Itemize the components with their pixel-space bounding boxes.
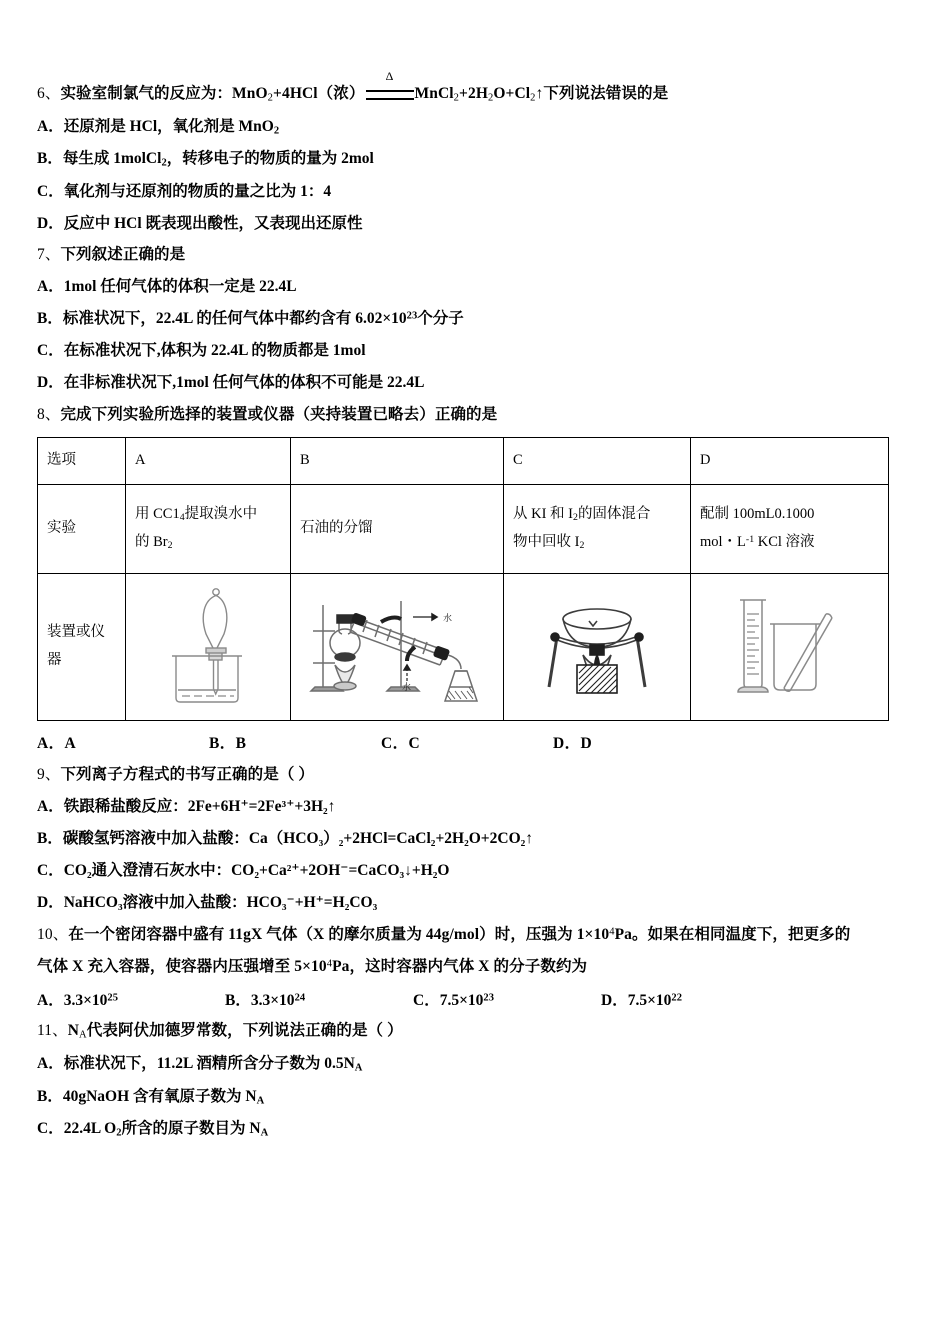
table-header-a: A [126,438,291,485]
question-11-option-c[interactable] [37,1119,913,1141]
question-10-choice-c[interactable] [413,988,601,1010]
cell-superscript: -1 [745,533,755,545]
option-label: C． [37,861,64,879]
option-label: D． [37,214,64,232]
question-10-stem-text-b: Pa。如果在相同温度下，把更多的 [614,925,851,943]
table-row-apparatus [38,574,889,721]
table-header-b: B [291,438,504,485]
option-superscript: 23 [406,310,418,322]
experiment-cell-c [504,485,691,574]
cell-text: 从 KI 和 I [513,506,574,523]
question-10-choices [37,988,913,1010]
row-label-line1: 装置或仪 [47,624,105,641]
question-6-sub-1: 2 [267,92,274,104]
question-10-sup-1: 4 [609,926,615,938]
option-label: C． [37,182,64,200]
option-text: 1mol 任何气体的体积一定是 22.4L [63,278,297,296]
question-9-number: 9、 [37,766,61,784]
question-8-answer-row [37,731,913,753]
question-8-answer-a[interactable]: A．A [37,735,77,753]
cell-text: 用 CC1 [135,506,180,523]
question-6-option-b[interactable] [37,149,913,171]
question-11-stem [37,1021,913,1043]
option-label: A． [37,797,64,815]
table-row-header [38,438,889,485]
question-9-option-a[interactable] [37,797,913,818]
cell-subscript: 2 [573,512,578,524]
delta-condition-label: Δ [385,68,394,83]
cell-text: 的固体混合 [577,506,651,523]
question-11-stem-text-a: N [67,1022,80,1040]
table-header-c: C [504,438,691,485]
option-label: B． [37,310,63,328]
question-7-option-d[interactable] [37,373,913,394]
option-subscript: 2 [161,157,167,169]
graduated-cylinder-beaker-rod-icon [734,592,846,702]
question-6-option-a[interactable] [37,117,913,139]
question-6-option-d[interactable] [37,214,913,235]
question-9-option-c[interactable] [37,861,913,882]
option-label: C． [37,342,64,360]
choice-value: 7.5×10 [627,992,672,1010]
question-6-option-c[interactable] [37,182,913,203]
question-10-stem-text-a: 在一个密闭容器中盛有 11gX 气体（X 的摩尔质量为 44g/mol）时，压强为 1×10 [68,925,610,943]
question-8-stem [37,405,913,426]
question-6-stem-text-d: +2H [459,85,488,102]
row-label-line2: 器 [47,652,62,669]
apparatus-table [37,437,889,721]
cell-text: KCl 溶液 [754,534,815,551]
question-7-stem [37,245,913,266]
question-8-number: 8、 [37,406,61,424]
table-header-d: D [691,438,889,485]
reaction-arrow-icon [366,68,414,101]
question-10-stem-text-c: 气体 X 充入容器，使容器内压强增至 5×10 [37,957,327,975]
question-6-stem-text-c: MnCl [414,85,454,102]
question-10-stem-line-2 [37,957,913,978]
question-10-choice-a[interactable] [37,988,225,1010]
cell-subscript: 2 [579,540,585,552]
choice-value: 7.5×10 [439,992,484,1010]
experiment-cell-b [291,485,504,574]
question-10-sup-2: 4 [326,958,333,970]
choice-label: D． [601,992,628,1010]
question-10-stem-text-d: Pa，这时容器内气体 X 的分子数约为 [332,957,588,975]
question-9-option-d[interactable] [37,893,913,914]
option-text: 反应中 HCl 既表现出酸性，又表现出还原性 [63,214,363,232]
choice-value: 3.3×10 [250,992,295,1010]
distillation-setup-icon [309,587,485,707]
table-row-experiment [38,485,889,574]
question-6-number: 6、 [37,85,61,102]
question-11-option-b[interactable] [37,1087,913,1109]
apparatus-cell-c [504,574,691,721]
evaporating-dish-tripod-burner-icon [545,591,649,703]
separating-funnel-beaker-icon [162,586,254,708]
option-subscript-2: 2 [116,1127,122,1139]
cell-text: mol・L [700,534,746,551]
choice-exponent: 22 [671,993,682,1005]
cell-text: 石油的分馏 [300,520,373,537]
option-text: 氧化剂与还原剂的物质的量之比为 1：4 [63,182,332,200]
apparatus-cell-d [691,574,889,721]
question-6-sub-2: 2 [453,92,460,104]
cell-text: 的 Br [135,534,168,551]
choice-label: A． [37,992,64,1010]
option-text: 在非标准状况下,1mol 任何气体的体积不可能是 22.4L [63,374,425,392]
cell-subscript: 4 [179,512,185,524]
question-6-stem-text-f: ↑下列说法错误的是 [535,85,669,102]
option-text: 每生成 1molCl [62,150,162,168]
option-text: 标准状况下，11.2L 酒精所含分子数为 0.5N [63,1055,355,1073]
water-out-label: 水 [443,613,453,624]
question-7-stem-text: 下列叙述正确的是 [60,246,186,264]
cell-text: 提取溴水中 [184,506,258,523]
option-label: B． [37,829,63,847]
apparatus-cell-a [126,574,291,721]
experiment-cell-d [691,485,889,574]
option-text: 还原剂是 HCl，氧化剂是 MnO [63,117,274,135]
question-7-option-b[interactable] [37,309,913,330]
question-6-sub-4: 2 [530,92,536,104]
question-9-stem-text: 下列离子方程式的书写正确的是（ ） [60,766,315,784]
row-label-experiment: 实验 [38,485,126,574]
cell-subscript: 2 [167,540,173,552]
option-text-mid: 所含的原子数目为 N [121,1120,261,1138]
question-8-stem-text: 完成下列实验所选择的装置或仪器（夹持装置已略去）正确的是 [60,406,498,424]
option-label: B． [37,1087,63,1105]
question-11-number: 11、 [37,1022,68,1040]
question-7-option-c[interactable] [37,341,913,362]
question-10-choice-d[interactable] [601,988,789,1010]
question-9-stem [37,765,913,786]
choice-label: C． [413,992,440,1010]
question-8-answer-d[interactable]: D．D [553,735,593,753]
question-11-stem-text-b: 代表阿伏加德罗常数，下列说法正确的是（ ） [86,1022,403,1040]
question-10-number: 10、 [37,925,69,943]
option-label: C． [37,1120,64,1138]
page-content [37,68,913,1152]
option-subscript: 2 [273,124,280,136]
question-6-stem [37,68,913,106]
option-text-tail: ，转移电子的物质的量为 2mol [166,150,374,168]
choice-exponent: 23 [483,993,494,1005]
row-label-apparatus [38,574,126,721]
water-in-label: 水 [402,682,412,693]
option-label: B． [37,150,63,168]
option-text: NaHCO₃溶液中加入盐酸：HCO₃⁻+H⁺=H₂CO₃ [63,893,378,911]
choice-exponent: 25 [107,993,118,1005]
cell-text: 物中回收 I [513,534,580,551]
option-label: A． [37,117,64,135]
question-7-option-a[interactable] [37,277,913,298]
choice-exponent: 24 [294,993,306,1005]
question-9-option-b[interactable] [37,829,913,850]
option-text: 40gNaOH 含有氧原子数为 N [62,1087,257,1105]
option-label: D． [37,893,64,911]
choice-label: B． [225,992,251,1010]
table-header-option: 选项 [38,438,126,485]
double-line-icon [366,90,414,100]
option-text: 标准状况下，22.4L 的任何气体中都约含有 6.02×10 [62,310,407,328]
question-6-sub-3: 2 [487,92,494,104]
question-8-answer-b[interactable]: B．B [209,735,247,753]
question-6-stem-text-b: +4HCl（浓） [273,85,365,102]
option-text: 在标准状况下,体积为 22.4L 的物质都是 1mol [63,342,366,360]
question-8-answer-c[interactable]: C．C [381,735,421,753]
option-subscript: A [354,1062,363,1074]
option-label: D． [37,374,64,392]
question-10-choice-b[interactable] [225,988,413,1010]
option-text: 碳酸氢钙溶液中加入盐酸：Ca（HCO₃）₂+2HCl=CaCl₂+2H₂O+2CO₂↑ [62,829,534,847]
question-6-stem-text-a: 实验室制氯气的反应为：MnO [60,85,268,102]
question-10-stem-line-1 [37,925,913,946]
option-text: CO₂通入澄清石灰水中：CO₂+Ca²⁺+2OH⁻=CaCO₃↓+H₂O [63,861,450,879]
option-text-tail: 个分子 [417,310,464,328]
question-6-stem-text-e: O+Cl [493,85,531,102]
experiment-cell-a [126,485,291,574]
apparatus-cell-b [291,574,504,721]
choice-value: 3.3×10 [63,992,108,1010]
option-text: 22.4L O [63,1120,117,1138]
option-subscript: A [260,1127,269,1139]
option-label: A． [37,1055,64,1073]
cell-text: 配制 100mL0.1000 [700,506,815,523]
question-7-number: 7、 [37,246,61,264]
question-11-option-a[interactable] [37,1054,913,1076]
option-label: A． [37,278,64,296]
option-text: 铁跟稀盐酸反应：2Fe+6H⁺=2Fe³⁺+3H₂↑ [63,797,336,815]
question-11-sub: A [79,1029,87,1041]
option-subscript: A [256,1094,265,1106]
